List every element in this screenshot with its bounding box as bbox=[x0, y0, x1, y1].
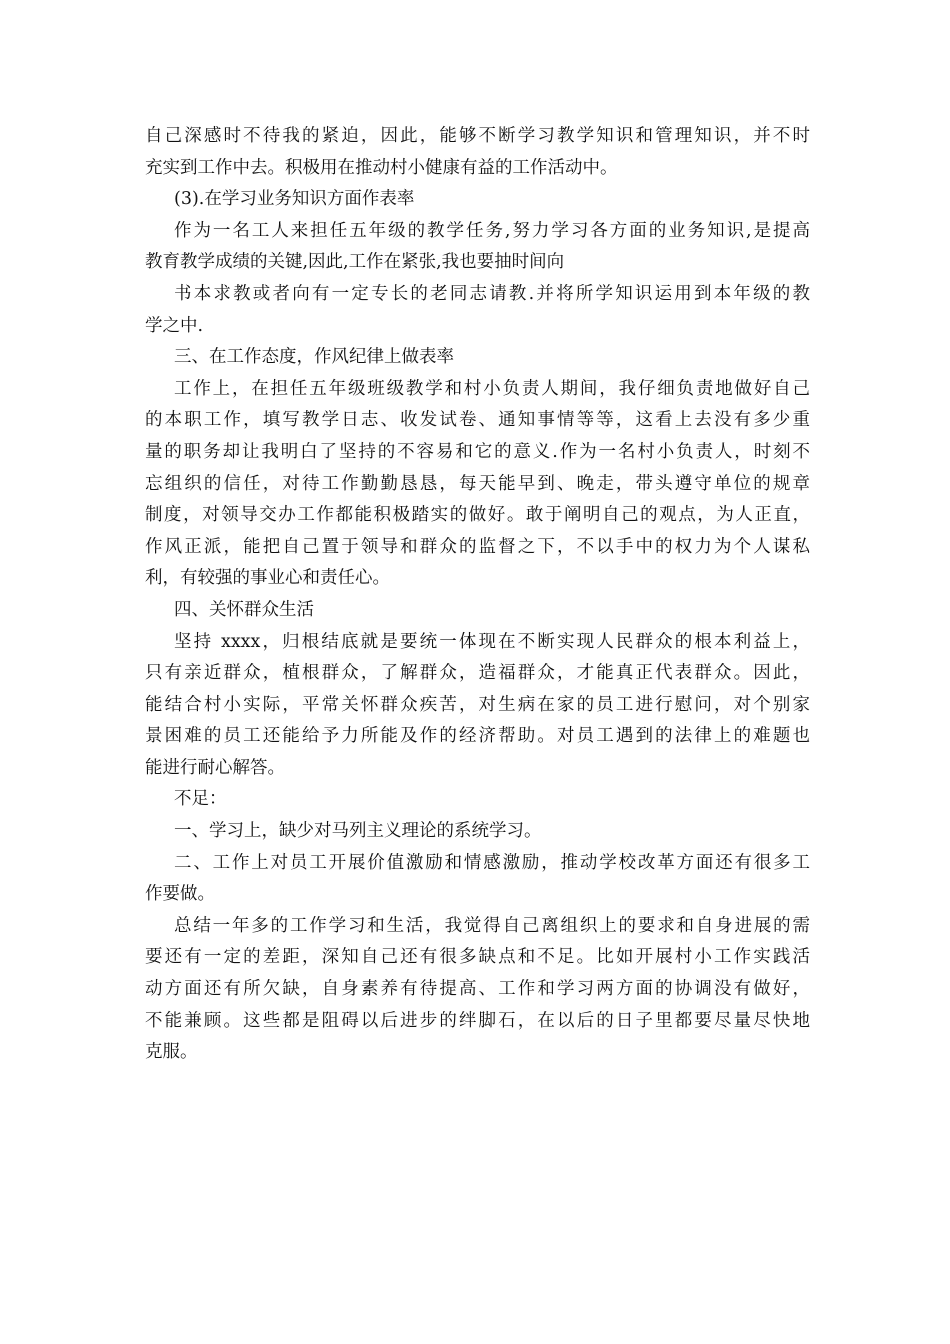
text-line: 一、学习上，缺少对马列主义理论的系统学习。 bbox=[174, 821, 542, 842]
text-line: 二、工作上对员工开展价值激励和情感激励，推动学校改革方面还有很多工 bbox=[174, 852, 810, 873]
text-line: 自己深感时不待我的紧迫，因此，能够不断学习教学知识和管理知识，并不时 bbox=[145, 126, 810, 146]
text-line: 坚持 xxxx，归根结底就是要统一体现在不断实现人民群众的根本利益上， bbox=[174, 631, 810, 652]
text-line: 要还有一定的差距，深知自己还有很多缺点和不足。比如开展村小工作实践活 bbox=[145, 947, 810, 968]
text-line: 动方面还有所欠缺，自身素养有待提高、工作和学习两方面的协调没有做好， bbox=[145, 979, 810, 1000]
document-body bbox=[145, 121, 810, 1069]
text-line: 书本求教或者向有一定专长的老同志请教.并将所学知识运用到本年级的教 bbox=[174, 283, 810, 304]
text-line: 的本职工作，填写教学日志、收发试卷、通知事情等等，这看上去没有多少重 bbox=[145, 410, 810, 431]
text-line: 不足： bbox=[174, 789, 227, 810]
text-line: 作风正派，能把自己置于领导和群众的监督之下，不以手中的权力为个人谋私 bbox=[145, 536, 810, 557]
text-line: 四、关怀群众生活 bbox=[174, 599, 314, 620]
text-line: 作为一名工人来担任五年级的教学任务,努力学习各方面的业务知识,是提高 bbox=[174, 220, 810, 241]
text-line: 三、在工作态度，作风纪律上做表率 bbox=[174, 347, 454, 368]
text-line: 忘组织的信任，对待工作勤勤恳恳，每天能早到、晚走，带头遵守单位的规章 bbox=[145, 473, 810, 494]
text-line: (3).在学习业务知识方面作表率 bbox=[174, 189, 415, 210]
text-line: 能进行耐心解答。 bbox=[145, 757, 285, 778]
text-line: 利，有较强的事业心和责任心。 bbox=[145, 568, 390, 589]
text-line: 只有亲近群众，植根群众，了解群众，造福群众，才能真正代表群众。因此， bbox=[145, 663, 810, 684]
text-line: 量的职务却让我明白了坚持的不容易和它的意义.作为一名村小负责人，时刻不 bbox=[145, 441, 810, 462]
text-line: 能结合村小实际，平常关怀群众疾苦，对生病在家的员工进行慰问，对个别家 bbox=[145, 694, 810, 715]
text-line: 制度，对领导交办工作都能积极踏实的做好。敢于阐明自己的观点，为人正直， bbox=[145, 505, 810, 526]
text-line: 克服。 bbox=[145, 1042, 198, 1063]
text-line: 不能兼顾。这些都是阻碍以后进步的绊脚石，在以后的日子里都要尽量尽快地 bbox=[145, 1010, 810, 1031]
text-line: 充实到工作中去。积极用在推动村小健康有益的工作活动中。 bbox=[145, 157, 618, 178]
text-line: 景困难的员工还能给予力所能及作的经济帮助。对员工遇到的法律上的难题也 bbox=[145, 726, 810, 747]
text-line: 工作上，在担任五年级班级教学和村小负责人期间，我仔细负责地做好自己 bbox=[174, 378, 810, 399]
text-line: 学之中. bbox=[145, 315, 204, 336]
text-line: 作要做。 bbox=[145, 884, 215, 905]
text-line: 总结一年多的工作学习和生活，我觉得自己离组织上的要求和自身进展的需 bbox=[174, 915, 810, 936]
text-line: 教育教学成绩的关键,因此,工作在紧张,我也要抽时间向 bbox=[145, 252, 565, 273]
